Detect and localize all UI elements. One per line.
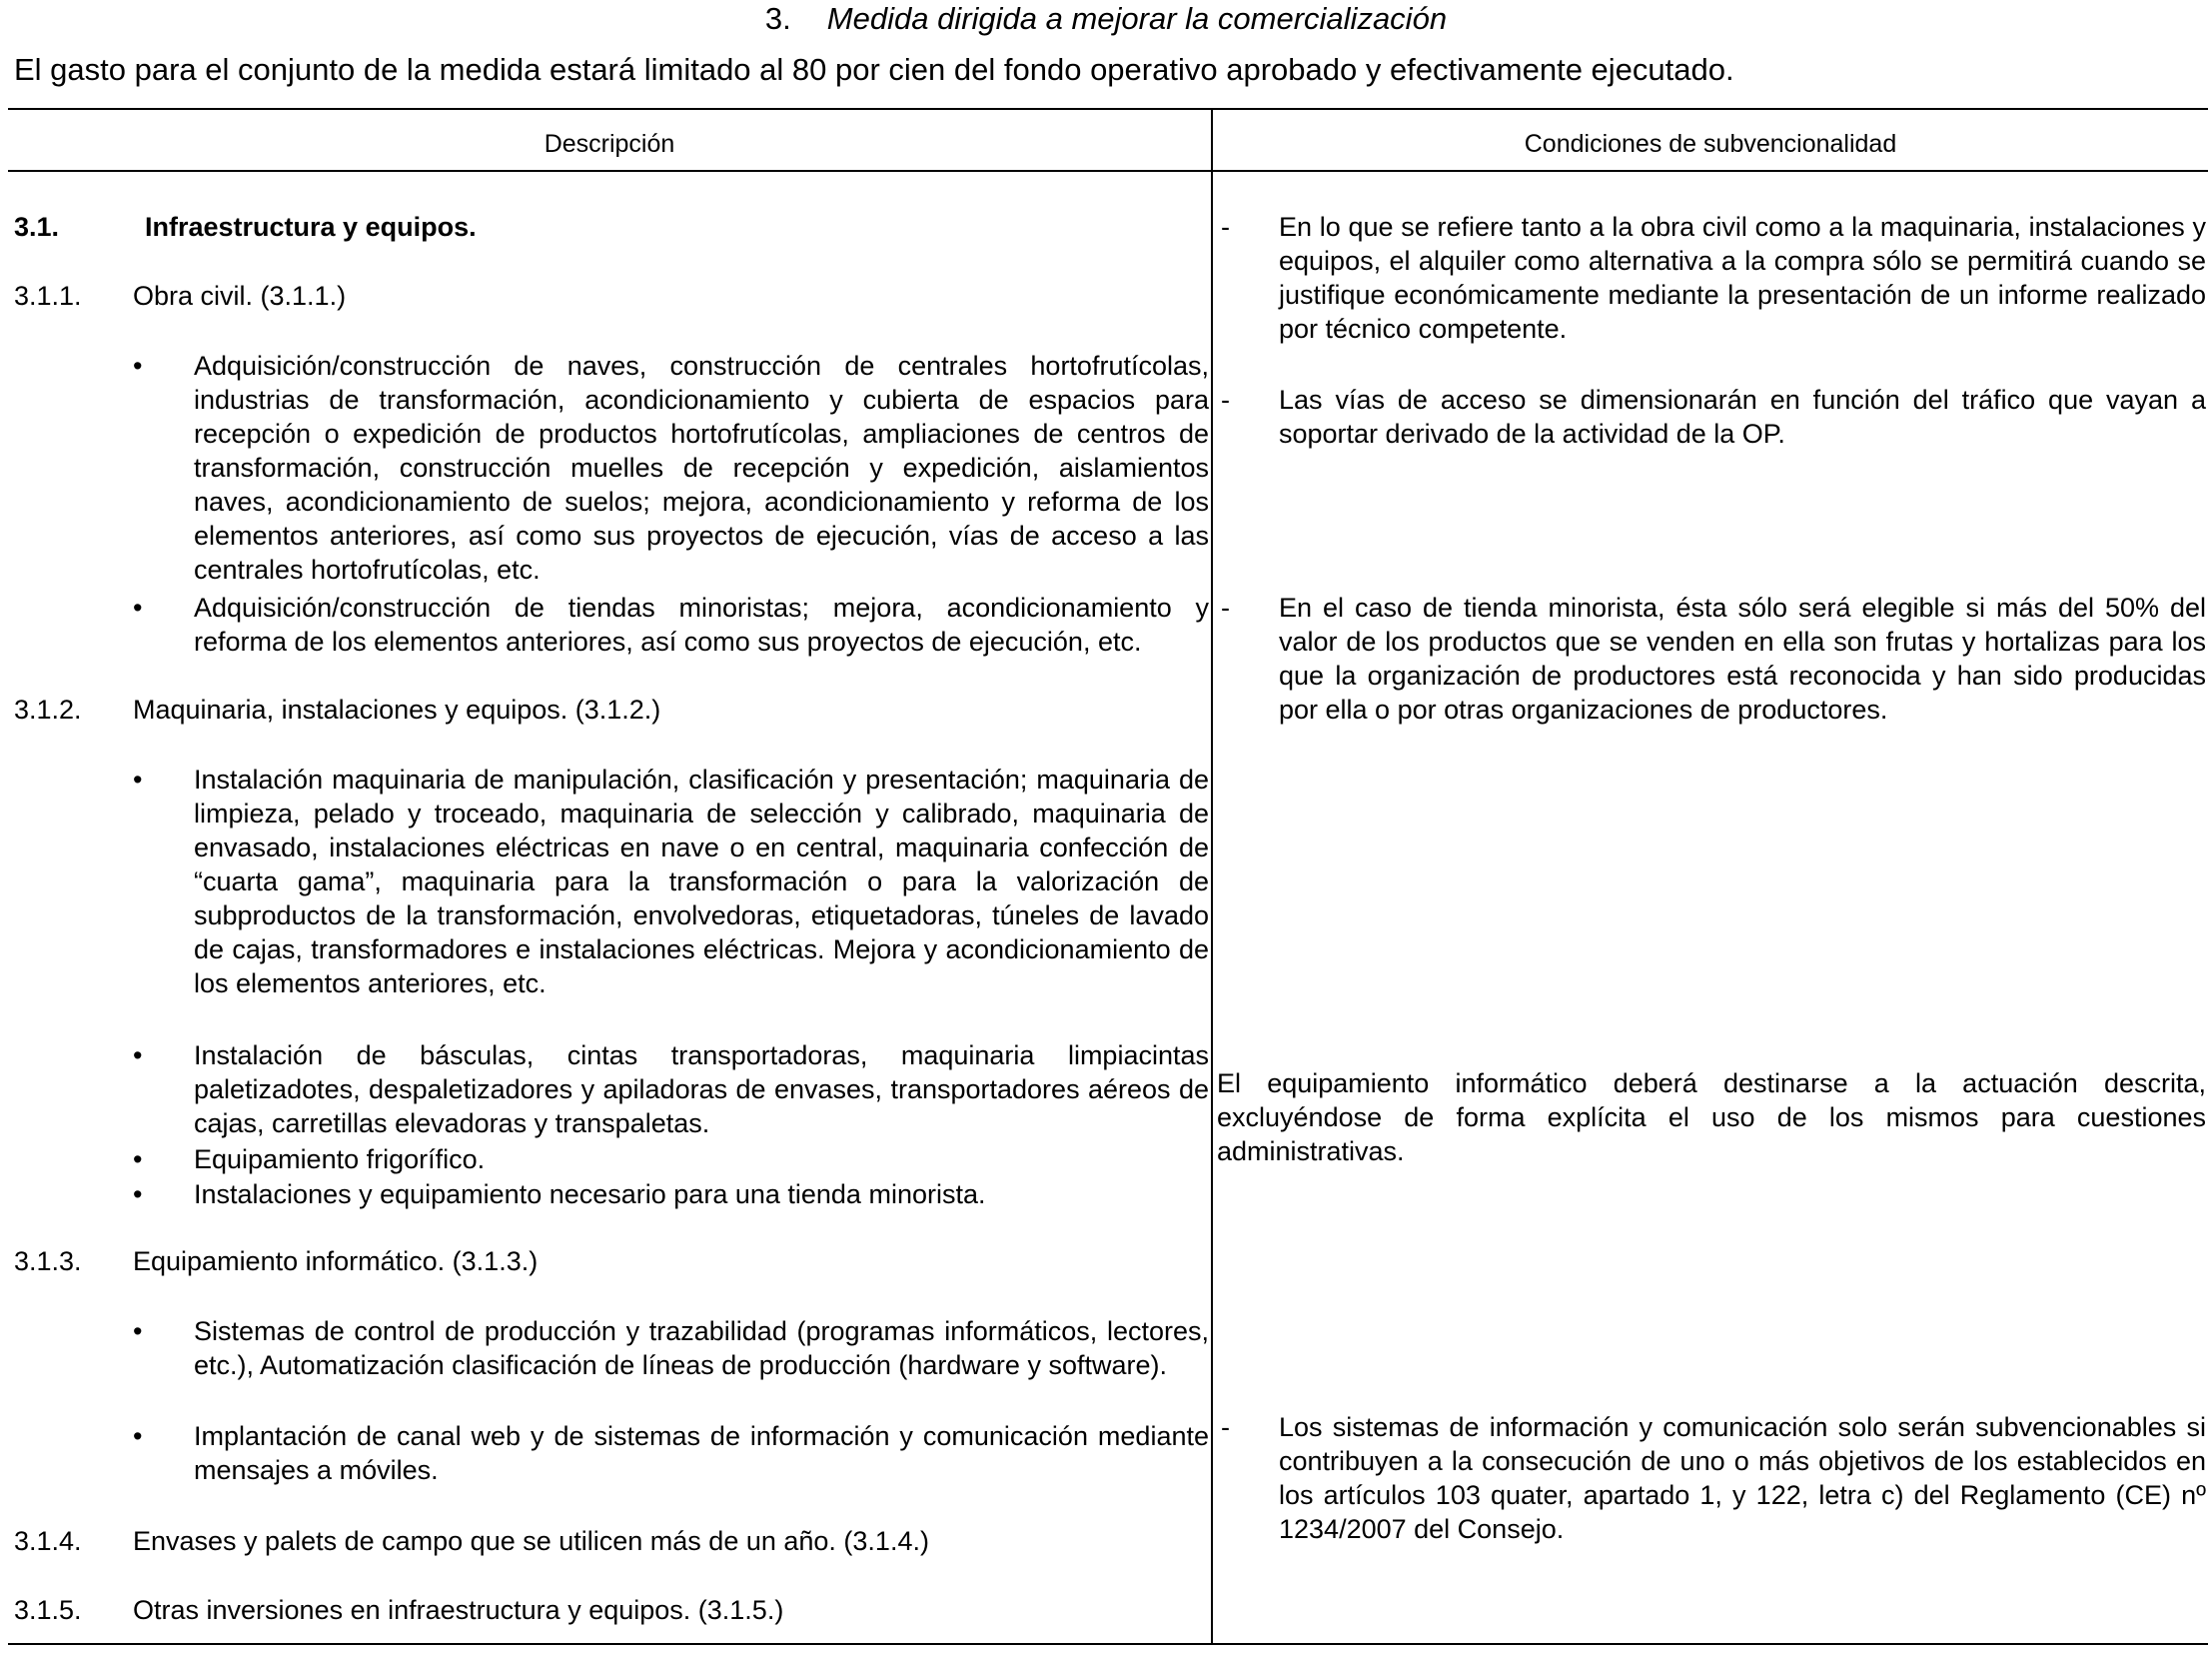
column-header-description: Descripción <box>544 130 675 158</box>
measure-number: 3. <box>764 1 791 36</box>
subsection-title: Envases y palets de campo que se utilicen más de un año. (3.1.4.) <box>133 1526 929 1556</box>
list-item: Instalación maquinaria de manipulación, clasificación y presentación; maquinaria de limpieza, pelado y troceado, maquinaria de selección y calibrado, maquinaria de envasado, instalaciones eléctricas en nave o en central, maquinaria confección de “cuarta gama”, maquinaria para la transformación o para la valorización de subproductos de la transformación, envolvedoras, etiquetadoras, túneles de lavado de cajas, transformadores e instalaciones eléctricas. Mejora y acondicionamiento de los elementos anteriores, etc. <box>194 765 1209 998</box>
subsection-title: Equipamiento informático. (3.1.3.) <box>133 1246 539 1276</box>
condition-dash: - <box>1221 1412 1230 1442</box>
condition-text: En el caso de tienda minorista, ésta sólo será elegible si más del 50% del valor de los productos que se venden en ella son frutas y hortalizas para los que la organización de productores está reconocida y han sido producidas por ella o por otras organizaciones de productores. <box>1279 593 2206 725</box>
bullet-icon: • <box>133 1040 143 1070</box>
intro-paragraph: El gasto para el conjunto de la medida estará limitado al 80 por cien del fondo operativo aprobado y efectivamente ejecutado. <box>14 52 1734 87</box>
condition-text: El equipamiento informático deberá destinarse a la actuación descrita, excluyéndose de forma explícita el uso de los mismos para cuestiones administrativas. <box>1217 1068 2206 1166</box>
bullet-icon: • <box>133 1144 143 1174</box>
bullet-icon: • <box>133 1316 143 1346</box>
condition-dash: - <box>1221 593 1230 623</box>
bullet-icon: • <box>133 593 143 623</box>
column-header-conditions: Condiciones de subvencionalidad <box>1524 130 1897 158</box>
table-bottom-rule <box>8 1643 2208 1645</box>
subsection-number: 3.1.4. <box>14 1526 82 1556</box>
subsection-title: Maquinaria, instalaciones y equipos. (3.1.2.) <box>133 695 661 725</box>
condition-text: Las vías de acceso se dimensionarán en función del tráfico que vayan a soportar derivado de la actividad de la OP. <box>1279 385 2206 449</box>
section-number: 3.1. <box>14 212 60 242</box>
subsection-title: Obra civil. (3.1.1.) <box>133 281 347 311</box>
column-divider <box>1211 108 1213 1645</box>
bullet-icon: • <box>133 351 143 381</box>
list-item: Adquisición/construcción de tiendas minoristas; mejora, acondicionamiento y reforma de los elementos anteriores, así como sus proyectos de ejecución, etc. <box>194 593 1209 657</box>
subsection-title: Otras inversiones en infraestructura y equipos. (3.1.5.) <box>133 1595 784 1625</box>
bullet-icon: • <box>133 765 143 795</box>
subsection-number: 3.1.1. <box>14 281 82 311</box>
condition-dash: - <box>1221 385 1230 415</box>
bullet-icon: • <box>133 1421 143 1451</box>
list-item: Equipamiento frigorífico. <box>194 1144 486 1174</box>
subsection-number: 3.1.3. <box>14 1246 82 1276</box>
subsection-number: 3.1.2. <box>14 695 82 725</box>
measure-heading <box>0 0 2212 38</box>
subsection-number: 3.1.5. <box>14 1595 82 1625</box>
measure-title: Medida dirigida a mejorar la comercialización <box>826 1 1448 36</box>
list-item: Instalación de básculas, cintas transportadoras, maquinaria limpiacintas paletizadotes, despaletizadores y apiladoras de envases, transportadores aéreos de cajas, carretillas elevadoras y transpaletas. <box>194 1040 1209 1138</box>
section-title: Infraestructura y equipos. <box>145 212 477 242</box>
condition-text: En lo que se refiere tanto a la obra civil como a la maquinaria, instalaciones y equipos, el alquiler como alternativa a la compra sólo se permitirá cuando se justifique económicamente mediante la presentación de un informe realizado por técnico competente. <box>1279 212 2206 344</box>
list-item: Implantación de canal web y de sistemas de información y comunicación mediante mensajes a móviles. <box>194 1421 1209 1485</box>
list-item: Instalaciones y equipamiento necesario para una tienda minorista. <box>194 1179 986 1209</box>
table-top-rule <box>8 108 2208 110</box>
list-item: Sistemas de control de producción y trazabilidad (programas informáticos, lectores, etc.), Automatización clasificación de líneas de producción (hardware y software). <box>194 1316 1209 1380</box>
condition-dash: - <box>1221 212 1230 242</box>
header-bottom-rule <box>8 170 2208 172</box>
list-item: Adquisición/construcción de naves, construcción de centrales hortofrutícolas, industrias de transformación, acondicionamiento y cubierta de espacios para recepción o expedición de productos hortofrutícolas, ampliaciones de centros de transformación, construcción muelles de recepción y expedición, aislamientos naves, acondicionamiento de suelos; mejora, acondicionamiento y reforma de los elementos anteriores, así como sus proyectos de ejecución, vías de acceso a las centrales hortofrutícolas, etc. <box>194 351 1209 585</box>
condition-text: Los sistemas de información y comunicación solo serán subvencionables si contribuyen a la consecución de uno o más objetivos de los establecidos en los artículos 103 quater, apartado 1, y 122, letra c) del Reglamento (CE) nº 1234/2007 del Consejo. <box>1279 1412 2206 1544</box>
bullet-icon: • <box>133 1179 143 1209</box>
